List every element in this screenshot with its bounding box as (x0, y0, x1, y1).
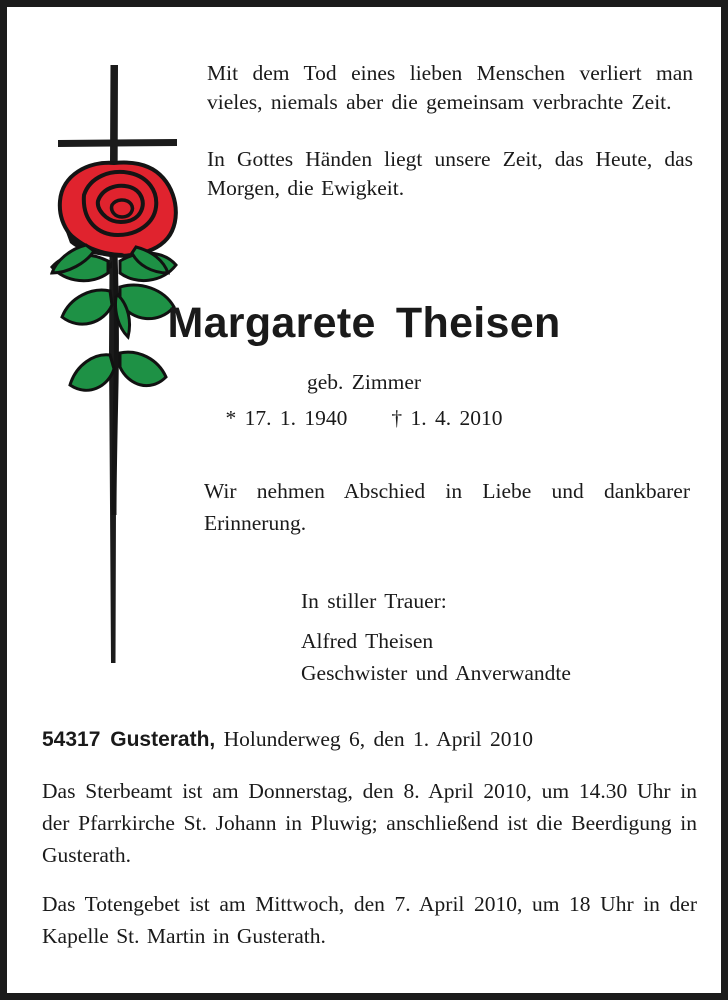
birth-date: * 17. 1. 1940 (225, 406, 348, 430)
address-line (42, 725, 697, 754)
arrangement-totengebet: Das Totengebet ist am Mittwoch, den 7. April 2010, um 18 Uhr in der Kapelle St. Martin in Gusterath. (42, 892, 697, 948)
verse-spacer (207, 116, 693, 145)
farewell-text: Wir nehmen Abschied in Liebe und dankbarer Erinnerung. (204, 479, 690, 535)
deceased-name-block (14, 299, 714, 347)
life-dates (14, 405, 714, 432)
arrangement-sterbeamt: Das Sterbeamt ist am Donnerstag, den 8. April 2010, um 14.30 Uhr in der Pfarrkirche St. Johann in Pluwig; anschließend ist die Beerdigung in Gusterath. (42, 779, 697, 867)
verse-first: Mit dem Tod eines lieben Menschen verliert man vieles, niemals aber die gemeinsam verbrachte Zeit. (207, 61, 693, 114)
death-date: † 1. 4. 2010 (391, 406, 503, 430)
mourner-entry-2: Geschwister und Anverwandte (301, 661, 571, 685)
cross-with-rose-icon (40, 55, 200, 675)
obituary-inner (7, 7, 721, 993)
mourners-heading: In stiller Trauer: (301, 589, 447, 613)
address-street-and-date: Holunderweg 6, den 1. April 2010 (223, 727, 534, 751)
details-block (42, 725, 697, 952)
farewell-block (204, 475, 690, 539)
mourner-entry-1: Alfred Theisen (301, 629, 434, 653)
rose-bloom (52, 162, 176, 273)
deceased-name: Margarete Theisen (167, 299, 561, 347)
verse-block (207, 59, 693, 202)
address-city: 54317 Gusterath, (42, 728, 216, 751)
maiden-name: geb. Zimmer (306, 370, 422, 394)
verse-second: In Gottes Händen liegt unsere Zeit, das Heute, das Morgen, die Ewigkeit. (207, 147, 693, 200)
cross-horizontal-beam (58, 139, 177, 147)
mourners-block (301, 585, 691, 689)
